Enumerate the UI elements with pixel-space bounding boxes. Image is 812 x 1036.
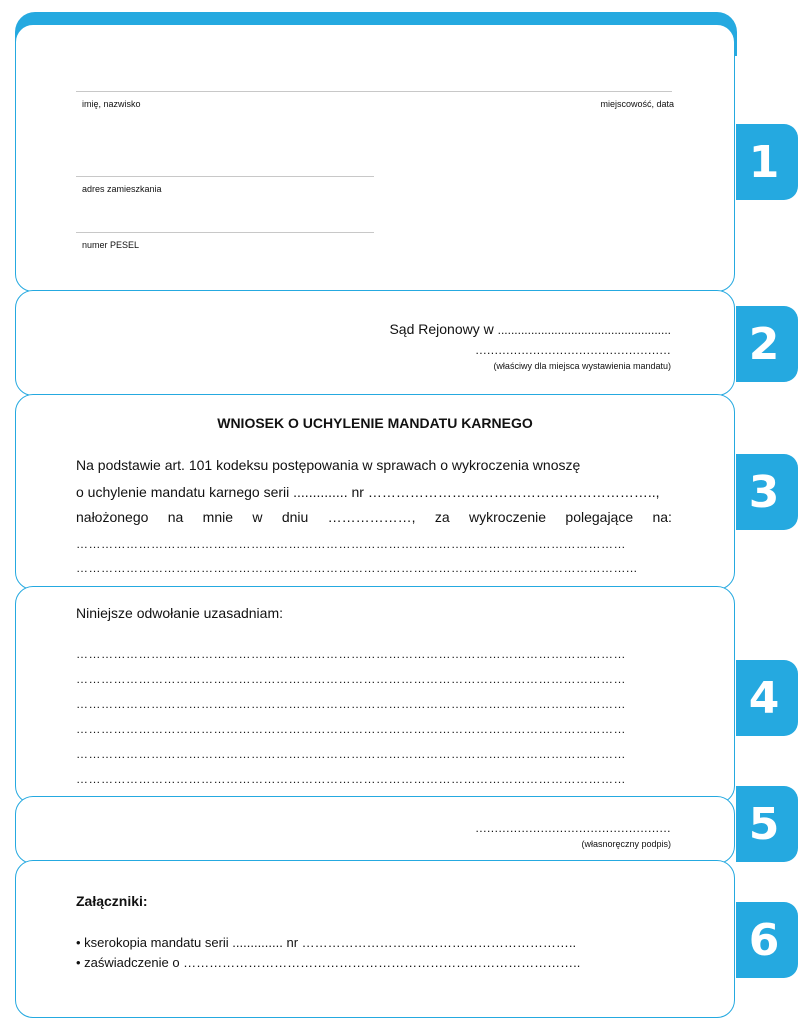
request-line-1: Na podstawie art. 101 kodeksu postępowania w sprawach o wykroczenia wnoszę bbox=[76, 457, 581, 473]
section-tab-4: 4 bbox=[736, 660, 798, 736]
justification-intro: Niniejsze odwołanie uzasadniam: bbox=[76, 605, 284, 621]
request-line-2: o uchylenie mandatu karnego serii .............. nr …………………………………………………….., bbox=[76, 484, 660, 500]
section-tab-3: 3 bbox=[736, 454, 798, 530]
signature-line: ................................................... bbox=[475, 821, 671, 835]
section-request bbox=[15, 394, 735, 590]
pesel-field-line bbox=[76, 232, 374, 233]
place-date-label: miejscowość, data bbox=[600, 99, 674, 109]
attachment-item-1: • kserokopia mandatu serii .............. nr ………………………..…………………………….. bbox=[76, 935, 577, 950]
court-note: (właściwy dla miejsca wystawienia mandatu) bbox=[493, 361, 671, 371]
justification-line-6: …………………………………………………………………………………………………………………… bbox=[76, 772, 626, 786]
section-attachments bbox=[15, 860, 735, 1018]
section-personal-data bbox=[15, 24, 735, 292]
request-title: WNIOSEK O UCHYLENIE MANDATU KARNEGO bbox=[217, 415, 533, 431]
section-tab-2: 2 bbox=[736, 306, 798, 382]
request-line-3: nałożonego na mnie w dniu ………………, za wykroczenie polegające na: bbox=[76, 509, 672, 525]
request-dotted-line-1: …………………………………………………………………………………………………………………… bbox=[76, 537, 626, 551]
pesel-label: numer PESEL bbox=[82, 240, 140, 250]
section-tab-1: 1 bbox=[736, 124, 798, 200]
section-tab-6: 6 bbox=[736, 902, 798, 978]
justification-line-3: …………………………………………………………………………………………………………………… bbox=[76, 697, 626, 711]
signature-label: (własnoręczny podpis) bbox=[581, 839, 671, 849]
section-court bbox=[15, 290, 735, 396]
justification-line-5: …………………………………………………………………………………………………………………… bbox=[76, 747, 626, 761]
attachments-heading: Załączniki: bbox=[76, 893, 148, 909]
name-label: imię, nazwisko bbox=[82, 99, 141, 109]
court-second-line: ................................................... bbox=[475, 343, 671, 357]
court-label: Sąd Rejonowy w .................................................... bbox=[389, 321, 671, 337]
address-field-line bbox=[76, 176, 374, 177]
place-date-field-line bbox=[374, 91, 672, 92]
request-dotted-line-2: ……………………………………………………………………………………………………………………... bbox=[76, 561, 638, 575]
justification-line-4: …………………………………………………………………………………………………………………… bbox=[76, 722, 626, 736]
section-tab-5: 5 bbox=[736, 786, 798, 862]
name-field-line bbox=[76, 91, 374, 92]
attachment-item-2: • zaświadczenie o ……………………………………………………………………………….. bbox=[76, 955, 581, 970]
section-justification bbox=[15, 586, 735, 804]
justification-line-2: …………………………………………………………………………………………………………………… bbox=[76, 672, 626, 686]
section-signature bbox=[15, 796, 735, 864]
address-label: adres zamieszkania bbox=[82, 184, 162, 194]
justification-line-1: …………………………………………………………………………………………………………………… bbox=[76, 647, 626, 661]
